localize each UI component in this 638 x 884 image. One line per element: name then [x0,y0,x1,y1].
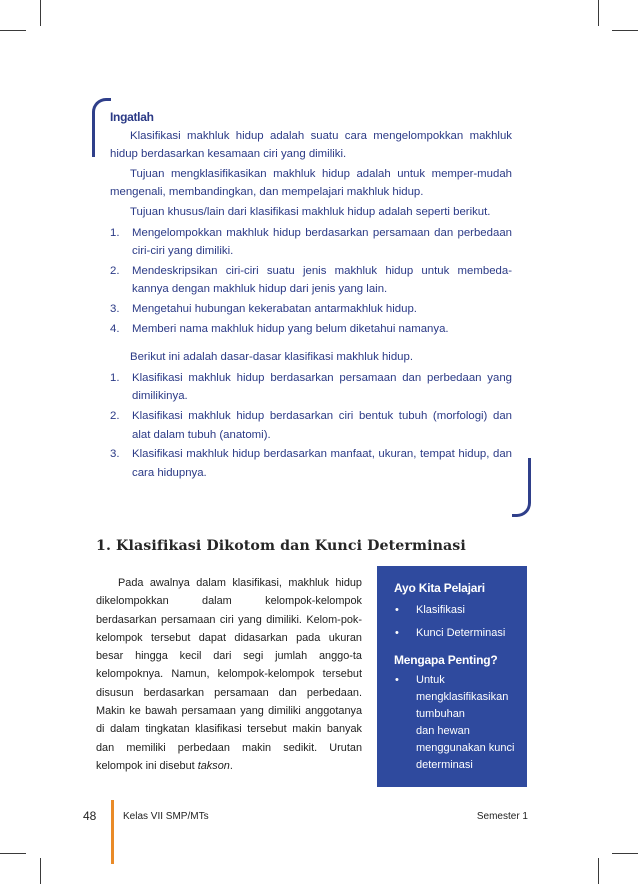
line: dan hewan [416,725,470,737]
list-text: Mengetahui hubungan kekerabatan antarmakhluk hidup. [132,302,417,315]
crop-mark-top-right [598,0,599,26]
footer-semester: Semester 1 [476,811,528,822]
footer-class-label: Kelas VII SMP/MTs [123,811,209,822]
sidebar-title-learn: Ayo Kita Pelajari [394,581,485,595]
crop-mark-bottom-right-h [612,853,638,854]
ingatlah-para-2: Tujuan mengklasifikasikan makhluk hidup adalah untuk memper-mudah mengenali, membandingkan, dan mempelajari makhluk hidup. [110,167,512,199]
crop-mark-bottom-left [40,858,41,884]
list-text: Klasifikasi makhluk hidup berdasarkan persamaan dan perbedaan yang dimilikinya. [132,371,512,403]
list-number: 1. [110,226,120,239]
list-item: • Kunci Determinasi [394,625,517,642]
list-number: 1. [110,371,120,384]
ingatlah-title: Ingatlah [110,110,154,124]
section-heading: 1. Klasifikasi Dikotom dan Kunci Determinasi [96,538,466,554]
ingatlah-para-4: Berikut ini adalah dasar-dasar klasifikasi makhluk hidup. [130,351,414,364]
body-text: Pada awalnya dalam klasifikasi, makhluk hidup dikelompokkan dalam kelompok-kelompok berdasarkan persamaan ciri yang dimiliki. Kelom-pok-kelompok tersebut dapat didasarkan pada ukuran besar hingga kecil dari segi jumlah anggo-ta kelompoknya. Namun, kelompok-kelompok tersebut disusun berdasarkan persamaan dan perbedaan. Makin ke bawah persamaan yang dimiliki anggotanya di dalam tingkatan klasifikasi tersebut makin banyak dan memiliki perbedaan makin sedikit. Urutan kelompok ini disebut [96,577,362,772]
list-text: Klasifikasi makhluk hidup berdasarkan ciri bentuk tubuh (morfologi) dan alat dalam tubuh (anatomi). [132,409,512,441]
ingatlah-para-3: Tujuan khusus/lain dari klasifikasi makhluk hidup adalah seperti berikut. [130,205,491,218]
line: Untuk [416,674,445,686]
list-item [110,320,512,339]
crop-mark-bottom-right [598,858,599,884]
body-paragraph [96,574,362,775]
list-item [394,672,517,774]
bases-list [110,369,512,483]
line: menggunakan kunci [416,742,515,754]
list-text: Klasifikasi makhluk hidup berdasarkan manfaat, ukuran, tempat hidup, dan cara hidupnya. [132,448,512,479]
line: determinasi [416,759,473,771]
body-term-takson: takson [197,759,230,772]
bracket-top-left [92,98,111,157]
list-number: 2. [110,409,120,422]
sidebar-list-why [394,672,517,774]
sidebar-list-learn [394,602,517,642]
line: mengklasifikasikan [416,691,509,703]
list-item [110,224,512,261]
body-end: . [229,759,233,772]
list-item [110,262,512,299]
list-number: 2. [110,264,120,277]
list-number: 4. [110,322,120,335]
ingatlah-box [110,108,512,483]
list-number: 3. [110,448,120,461]
list-item [110,300,512,319]
list-item [110,407,512,444]
crop-mark-top-left-h [0,30,26,31]
list-text: Mengelompokkan makhluk hidup berdasarkan persamaan dan perbedaan ciri-ciri yang dimiliki. [132,226,512,258]
list-text: Memberi nama makhluk hidup yang belum diketahui namanya. [132,322,449,335]
list-number: 3. [110,302,120,315]
crop-mark-bottom-left-h [0,853,26,854]
line: tumbuhan [416,708,465,720]
ingatlah-para-1: Klasifikasi makhluk hidup adalah suatu cara mengelompokkan makhluk hidup berdasarkan kesamaan ciri yang dimiliki. [110,129,512,161]
crop-mark-top-left [40,0,41,26]
footer-accent-bar [111,800,114,864]
bracket-bottom-right [512,458,531,517]
list-item: • Klasifikasi [394,602,517,619]
page-number: 48 [83,809,97,823]
list-item [110,445,512,482]
info-sidebar [377,566,527,787]
crop-mark-top-right-h [612,30,638,31]
sidebar-title-why: Mengapa Penting? [394,653,498,667]
list-text: Mendeskripsikan ciri-ciri suatu jenis makhluk hidup untuk membeda-kannya dengan makhluk hidup dari jenis yang lain. [132,264,512,296]
list-item [110,369,512,406]
goals-list [110,224,512,339]
